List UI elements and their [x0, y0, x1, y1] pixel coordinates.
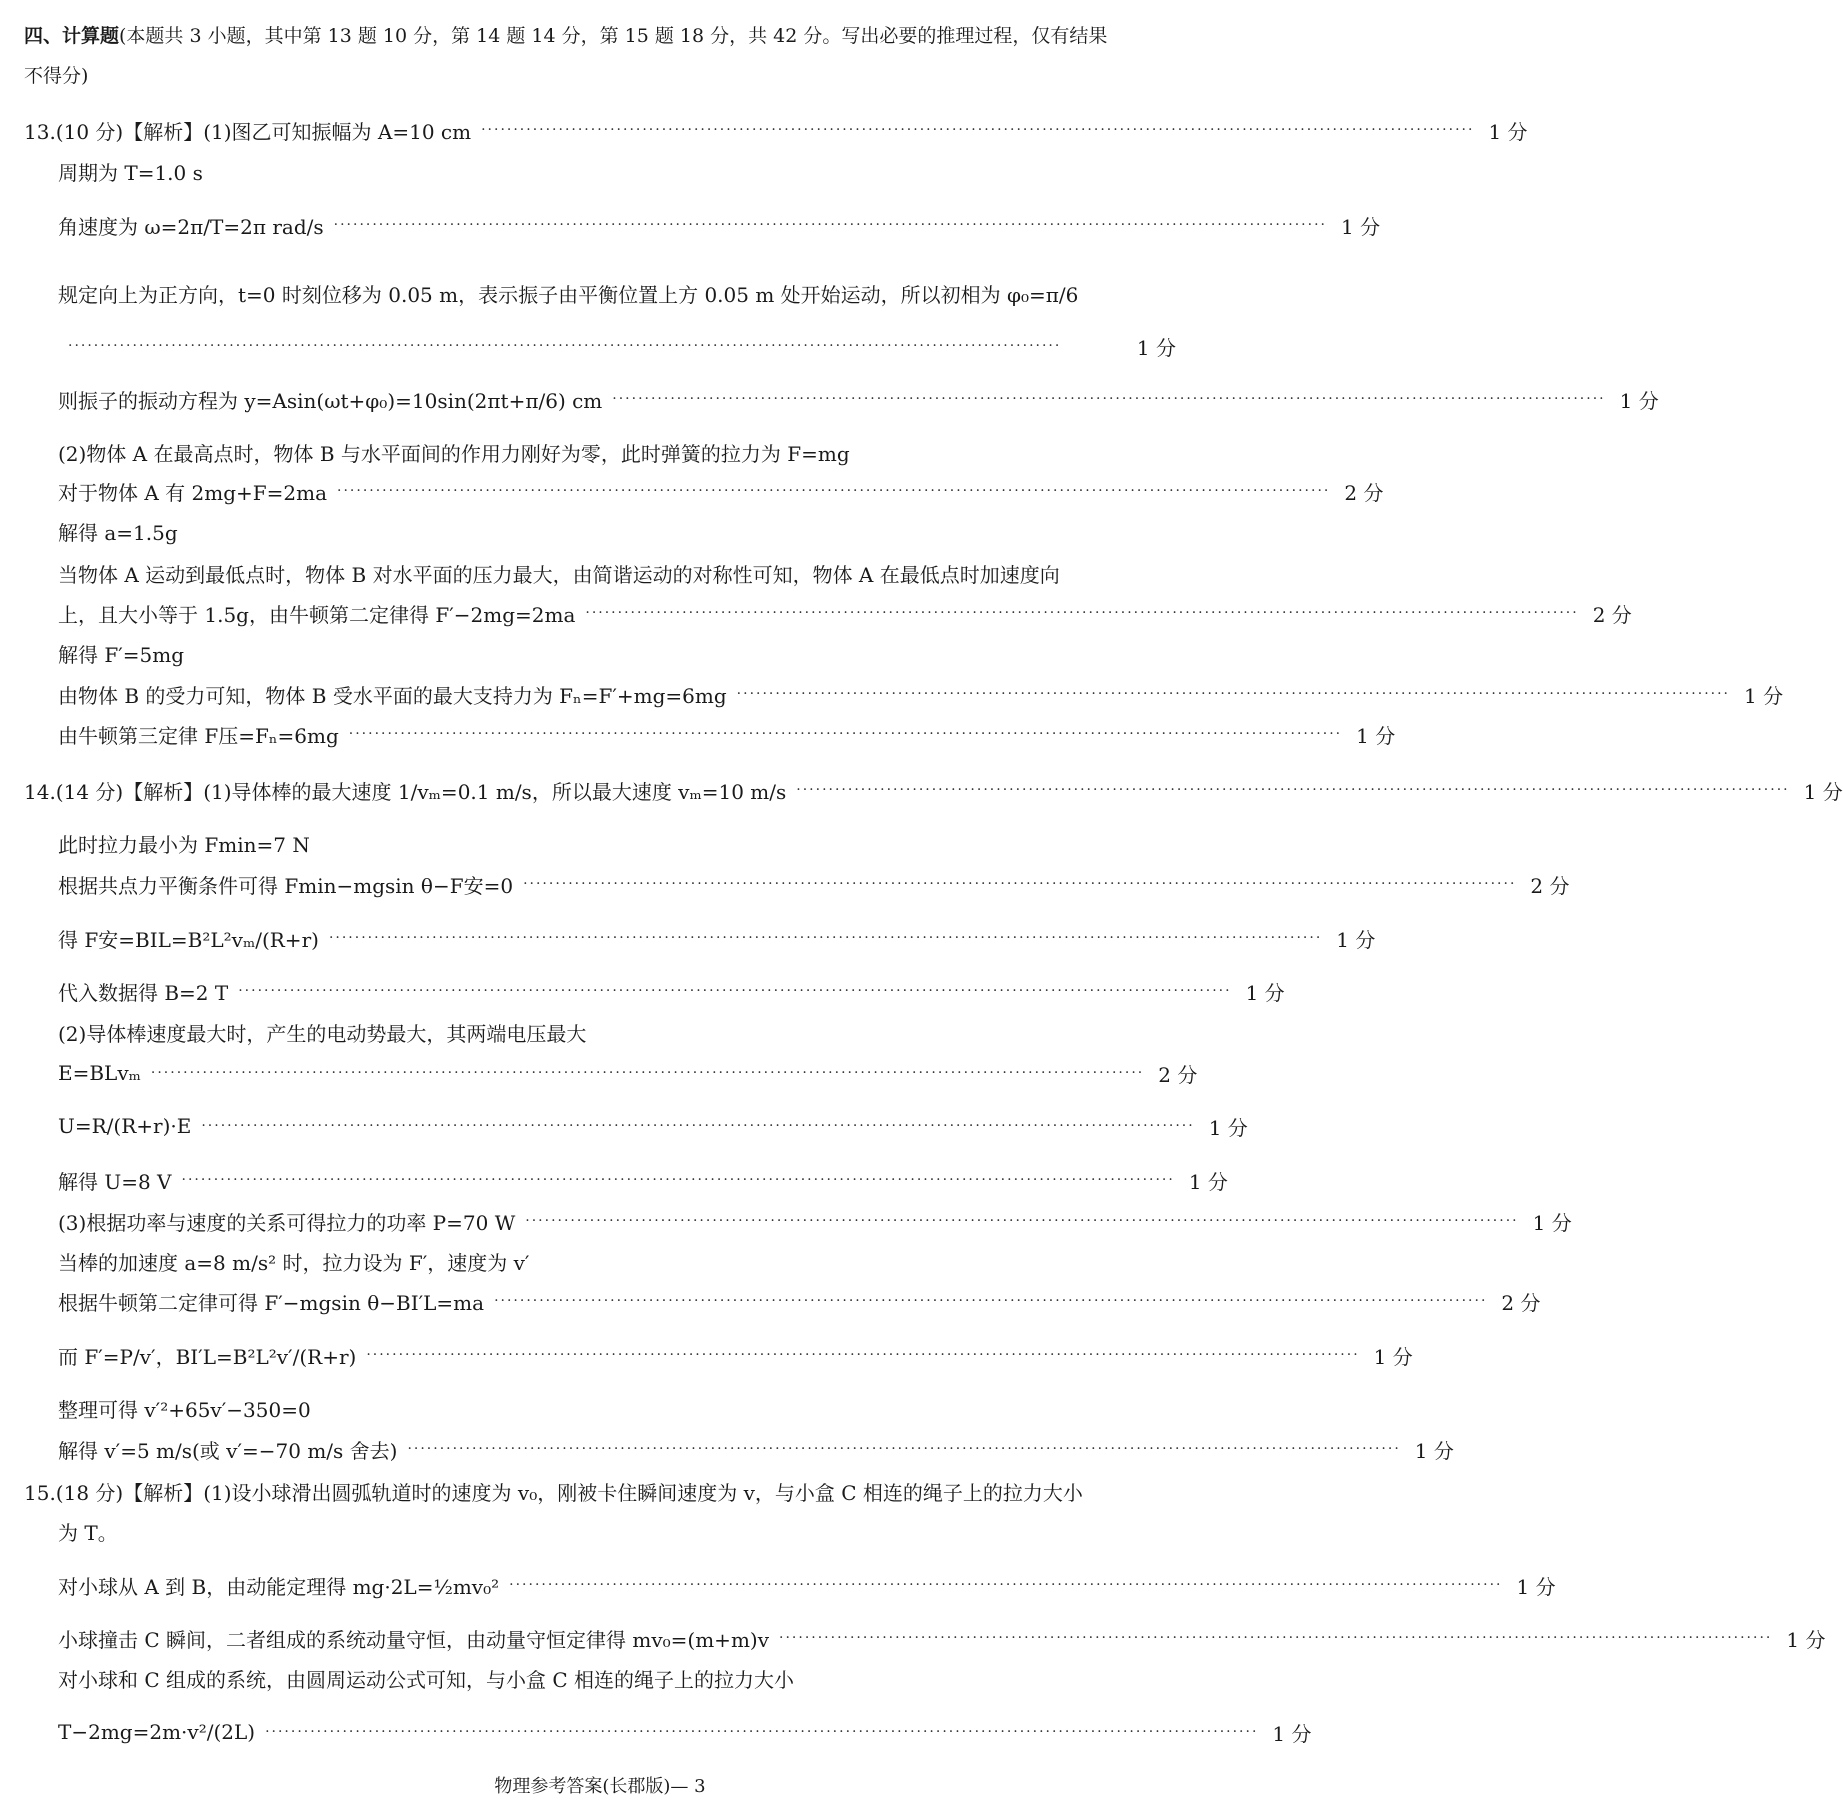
- solution-line: [58, 275, 1176, 311]
- score-label: 1 分: [1744, 683, 1784, 708]
- solution-line: [58, 153, 1176, 189]
- score-label: 2 分: [1530, 873, 1570, 898]
- score-label: 1 分: [1488, 119, 1528, 144]
- solution-line: [58, 716, 1396, 752]
- solution-line: [58, 1390, 1176, 1426]
- solution-line: [58, 207, 1381, 243]
- line-text: 规定向上为正方向，t=0 时刻位移为 0.05 m，表示振子由平衡位置上方 0.05 m 处开始运动，所以初相为 φ₀=π/6: [58, 282, 1079, 307]
- solution-line: [58, 1055, 1198, 1091]
- solution-line: [24, 112, 1528, 148]
- score-label: 1 分: [1356, 723, 1396, 748]
- line-text: 当棒的加速度 a=8 m/s² 时，拉力设为 F′，速度为 v′: [58, 1250, 530, 1275]
- line-text: U=R/(R+r)·E: [58, 1114, 192, 1138]
- score-label: 1 分: [1336, 927, 1376, 952]
- leader-dots: ··························································································································································: [328, 930, 1323, 946]
- line-text: 由牛顿第三定律 F压=Fₙ=6mg: [58, 723, 339, 748]
- line-text: T−2mg=2m·v²/(2L): [58, 1720, 256, 1744]
- section-note: (本题共 3 小题，其中第 13 题 10 分，第 14 题 14 分，第 15 题 18 分，共 42 分。写出必要的推理过程，仅有结果: [119, 24, 1108, 47]
- leader-dots: ··························································································································································: [333, 217, 1327, 233]
- footer-text: 物理参考答案(长郡版)— 3: [494, 1776, 706, 1797]
- score-label: 1 分: [1414, 1438, 1454, 1463]
- leader-dots: ··························································································································································: [337, 483, 1331, 499]
- line-text: 为 T。: [58, 1520, 118, 1545]
- solution-line: [58, 635, 1176, 671]
- solution-line: [58, 676, 1784, 712]
- section-header: [24, 14, 1176, 54]
- solution-line: [58, 1162, 1228, 1198]
- line-text: 得 F安=BIL=B²L²vₘ/(R+r): [58, 927, 319, 952]
- solution-line: [58, 1620, 1826, 1656]
- score-label: 1 分: [1208, 1115, 1248, 1140]
- line-text: 15.(18 分)【解析】(1)设小球滑出圆弧轨道时的速度为 v₀，刚被卡住瞬间速度为 v，与小盒 C 相连的绳子上的拉力大小: [24, 1480, 1083, 1505]
- line-text: 此时拉力最小为 Fmin=7 N: [58, 832, 310, 857]
- solution-line: [58, 866, 1570, 902]
- score-label: 1 分: [1341, 214, 1381, 239]
- solution-line: [58, 1431, 1454, 1467]
- score-label: 2 分: [1158, 1062, 1198, 1087]
- line-text: 解得 v′=5 m/s(或 v′=−70 m/s 舍去): [58, 1438, 398, 1463]
- leader-dots: ··························································································································································: [407, 1441, 1401, 1457]
- page-footer: [0, 1770, 1200, 1800]
- solution-line: [24, 772, 1843, 808]
- line-text: 对小球和 C 组成的系统，由圆周运动公式可知，与小盒 C 相连的绳子上的拉力大小: [58, 1667, 795, 1692]
- solution-line: [58, 920, 1376, 956]
- solution-line: [58, 473, 1384, 509]
- leader-dots: ··························································································································································: [525, 1213, 1519, 1229]
- score-label: 1 分: [1272, 1721, 1312, 1746]
- solution-line: [58, 1337, 1413, 1373]
- score-label: 1 分: [1619, 388, 1659, 413]
- leader-dots: ··························································································································································: [181, 1172, 1175, 1188]
- section-header-cont: [24, 54, 1176, 94]
- solution-line: [58, 328, 1176, 364]
- leader-dots: ··························································································································································: [736, 686, 1731, 702]
- leader-dots: ··························································································································································: [238, 983, 1232, 999]
- leader-dots: ··························································································································································: [481, 122, 1475, 138]
- solution-line: [58, 1014, 1176, 1050]
- leader-dots: ··························································································································································: [494, 1293, 1488, 1309]
- solution-line: [58, 555, 1176, 591]
- solution-line: [24, 1473, 1176, 1509]
- section-heading: 四、计算题: [24, 24, 120, 47]
- score-label: 1 分: [1532, 1210, 1572, 1235]
- line-text: 整理可得 v′²+65v′−350=0: [58, 1397, 311, 1422]
- solution-line: [58, 1108, 1248, 1144]
- score-label: 1 分: [1245, 980, 1285, 1005]
- line-text: 则振子的振动方程为 y=Asin(ωt+φ₀)=10sin(2πt+π/6) cm: [58, 388, 603, 413]
- line-text: (2)导体棒速度最大时，产生的电动势最大，其两端电压最大: [58, 1021, 587, 1046]
- leader-dots: ··························································································································································: [348, 726, 1343, 742]
- leader-dots: ··························································································································································: [779, 1630, 1773, 1646]
- line-text: 而 F′=P/v′，BI′L=B²L²v′/(R+r): [58, 1344, 357, 1369]
- line-text: 周期为 T=1.0 s: [58, 160, 203, 185]
- score-label: 2 分: [1344, 480, 1384, 505]
- line-text: 小球撞击 C 瞬间，二者组成的系统动量守恒，由动量守恒定律得 mv₀=(m+m)v: [58, 1627, 770, 1652]
- leader-dots: ··························································································································································: [265, 1724, 1259, 1740]
- leader-dots: ··························································································································································: [150, 1065, 1145, 1081]
- section-note-cont: 不得分): [24, 64, 89, 87]
- score-label: 1 分: [1373, 1344, 1413, 1369]
- leader-dots: ··························································································································································: [585, 605, 1579, 621]
- leader-dots: ··························································································································································: [612, 391, 1606, 407]
- line-text: 当物体 A 运动到最低点时，物体 B 对水平面的压力最大，由简谐运动的对称性可知，物体 A 在最低点时加速度向: [58, 562, 1060, 587]
- line-text: 解得 U=8 V: [58, 1169, 172, 1194]
- solution-line: [58, 1203, 1572, 1239]
- leader-dots: ··························································································································································: [201, 1118, 1195, 1134]
- score-label: 1 分: [1516, 1574, 1556, 1599]
- solution-line: [58, 1243, 1176, 1279]
- line-text: (2)物体 A 在最高点时，物体 B 与水平面间的作用力刚好为零，此时弹簧的拉力为 F=mg: [58, 441, 850, 466]
- solution-line: [58, 381, 1659, 417]
- score-label: 1 分: [1136, 335, 1176, 360]
- line-text: 14.(14 分)【解析】(1)导体棒的最大速度 1/vₘ=0.1 m/s，所以最大速度 vₘ=10 m/s: [24, 779, 787, 804]
- solution-line: [58, 595, 1632, 631]
- solution-line: [58, 1283, 1541, 1319]
- score-label: 1 分: [1188, 1169, 1228, 1194]
- line-text: 解得 F′=5mg: [58, 642, 185, 667]
- line-text: 上，且大小等于 1.5g，由牛顿第二定律得 F′−2mg=2ma: [58, 602, 576, 627]
- line-text: 对小球从 A 到 B，由动能定理得 mg·2L=½mv₀²: [58, 1574, 500, 1599]
- line-text: (3)根据功率与速度的关系可得拉力的功率 P=70 W: [58, 1210, 516, 1235]
- solution-line: [58, 1513, 1176, 1549]
- solution-line: [58, 513, 1176, 549]
- leader-dots: ··························································································································································: [796, 782, 1790, 798]
- score-label: 1 分: [1803, 779, 1843, 804]
- leader-dots: ··························································································································································: [68, 338, 1062, 354]
- solution-line: [58, 973, 1285, 1009]
- solution-line: [58, 825, 1176, 861]
- leader-dots: ··························································································································································: [523, 876, 1517, 892]
- solution-line: [58, 1660, 1176, 1696]
- solution-line: [58, 434, 1176, 470]
- line-text: 13.(10 分)【解析】(1)图乙可知振幅为 A=10 cm: [24, 119, 472, 144]
- score-label: 2 分: [1592, 602, 1632, 627]
- score-label: 2 分: [1501, 1290, 1541, 1315]
- line-text: 对于物体 A 有 2mg+F=2ma: [58, 480, 328, 505]
- leader-dots: ··························································································································································: [366, 1347, 1360, 1363]
- solution-line: [58, 1714, 1312, 1750]
- leader-dots: ··························································································································································: [509, 1577, 1503, 1593]
- line-text: 根据共点力平衡条件可得 Fmin−mgsin θ−F安=0: [58, 873, 514, 898]
- line-text: E=BLvₘ: [58, 1061, 141, 1085]
- line-text: 角速度为 ω=2π/T=2π rad/s: [58, 214, 324, 239]
- line-text: 由物体 B 的受力可知，物体 B 受水平面的最大支持力为 Fₙ=F′+mg=6mg: [58, 683, 727, 708]
- line-text: 解得 a=1.5g: [58, 520, 178, 545]
- solution-line: [58, 1567, 1556, 1603]
- score-label: 1 分: [1786, 1627, 1826, 1652]
- line-text: 根据牛顿第二定律可得 F′−mgsin θ−BI′L=ma: [58, 1290, 485, 1315]
- line-text: 代入数据得 B=2 T: [58, 980, 229, 1005]
